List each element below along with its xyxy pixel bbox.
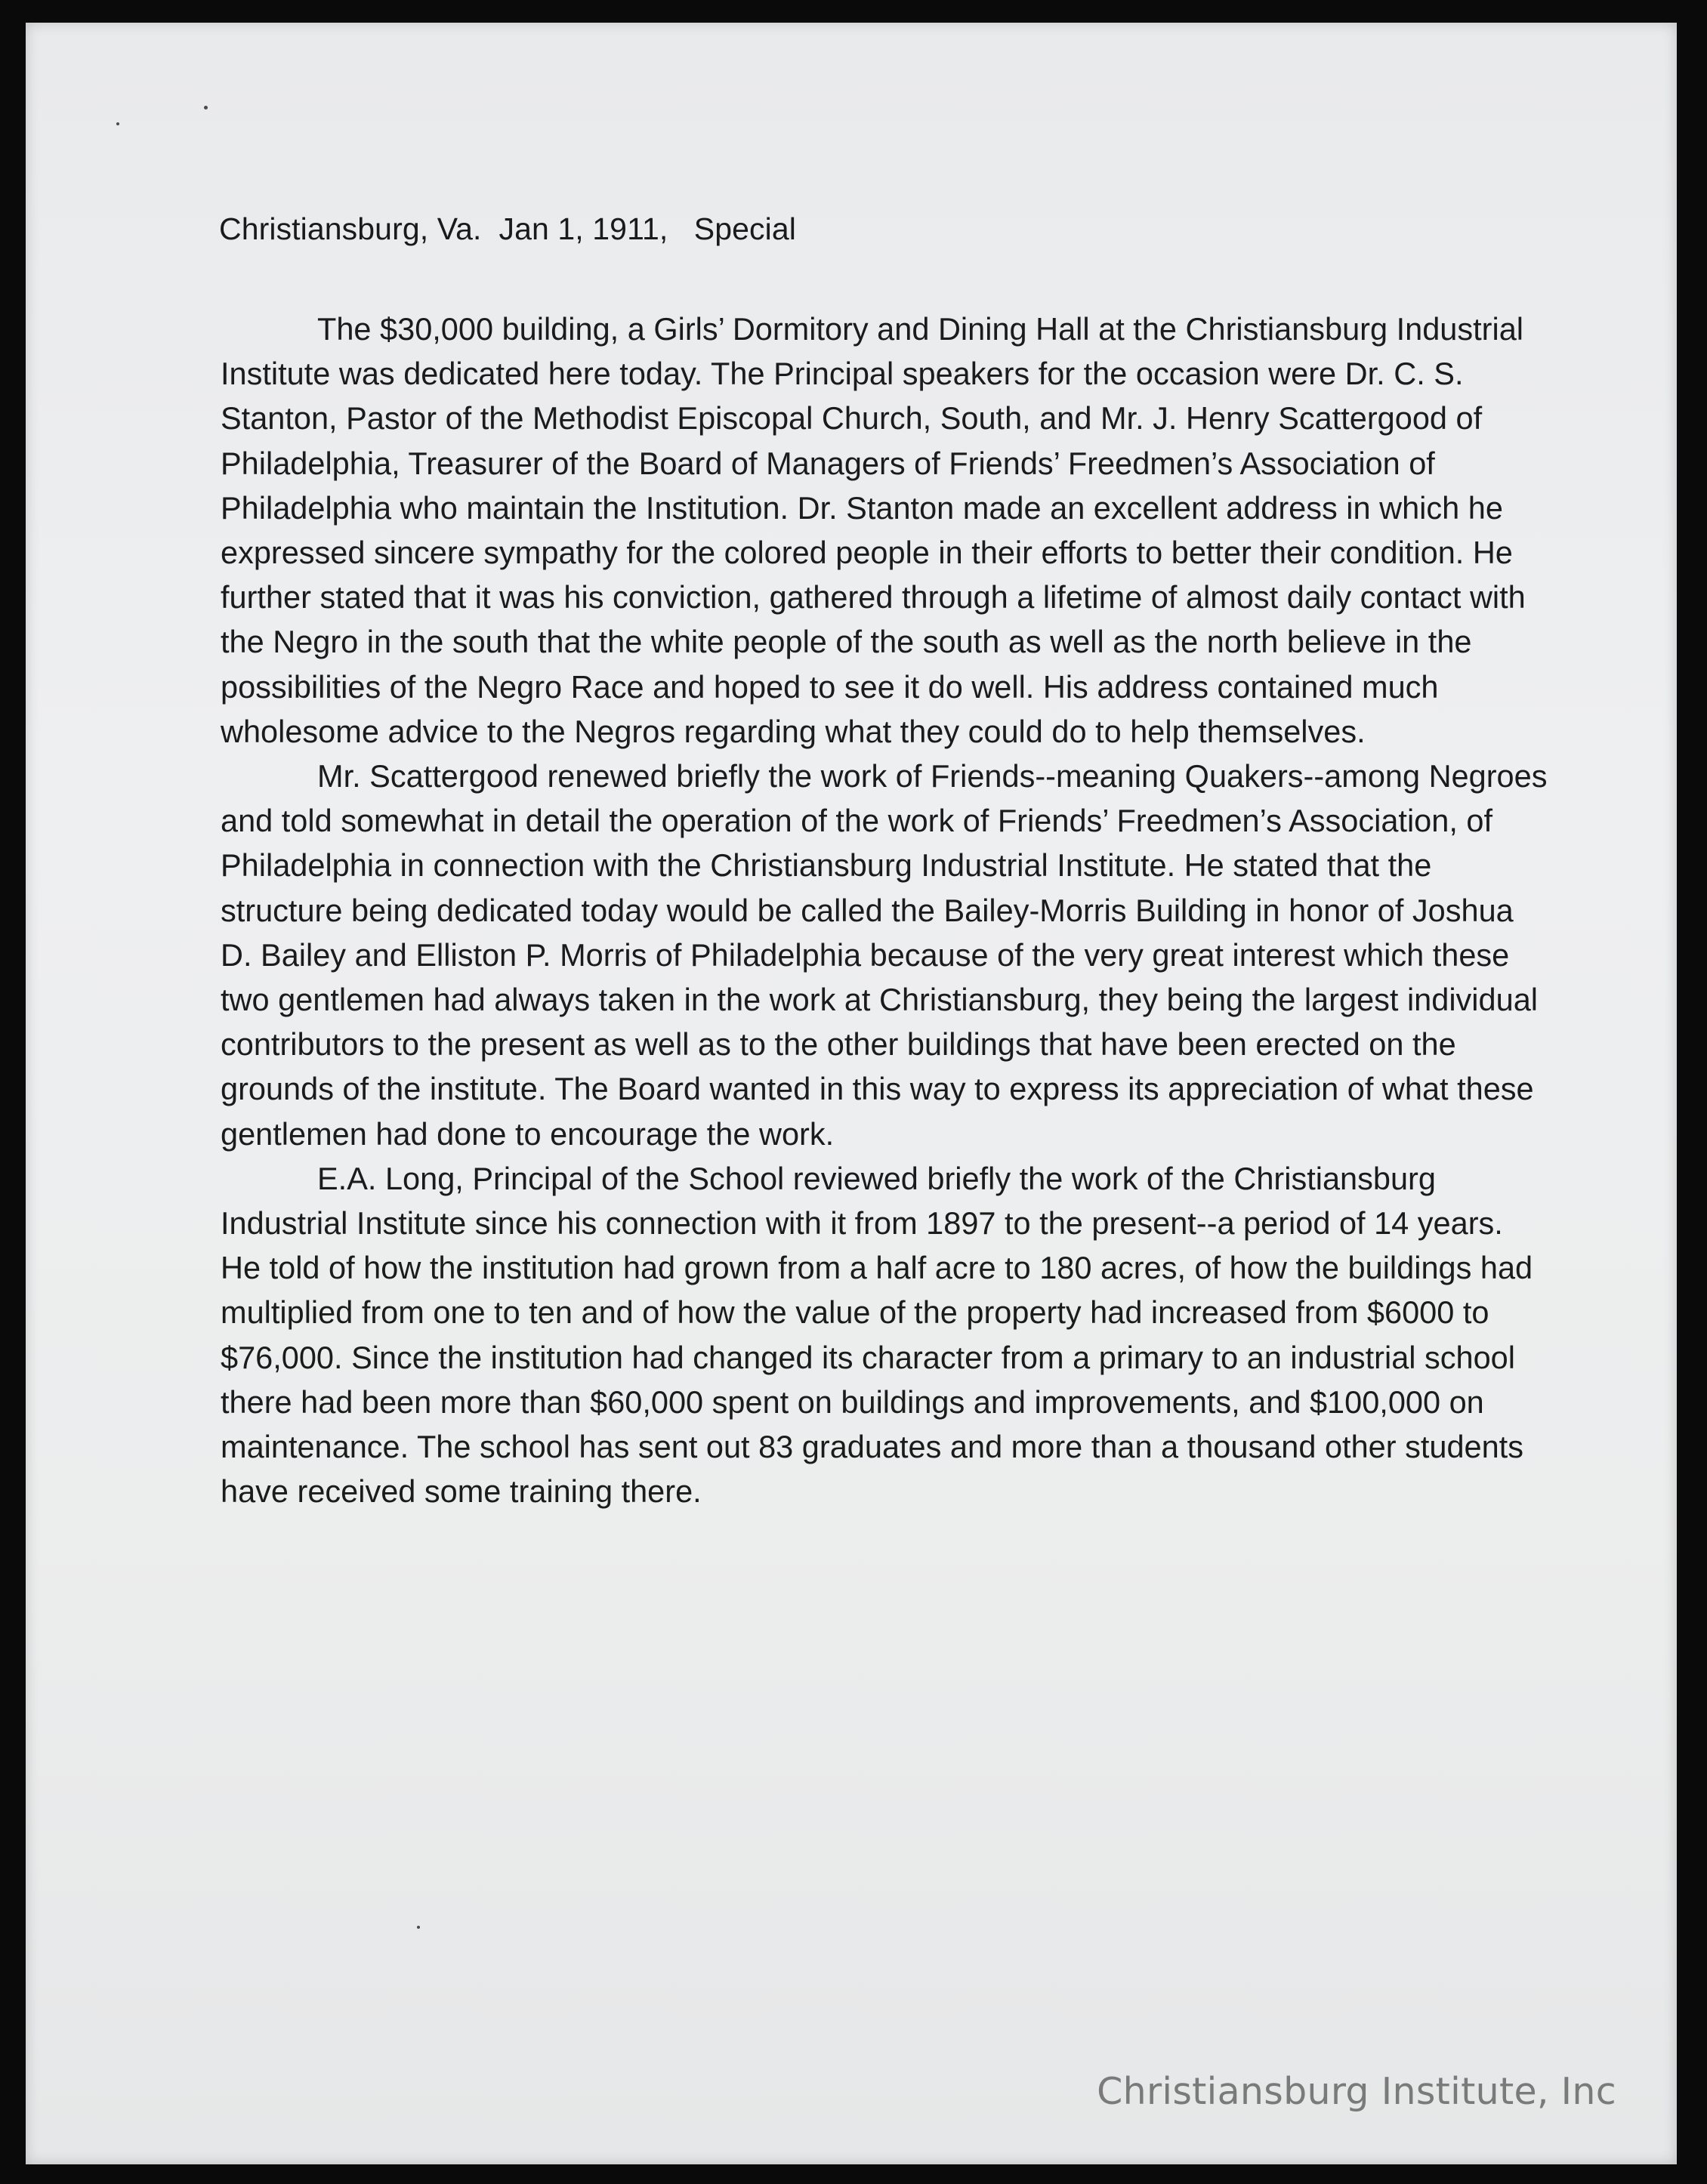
- paragraph-dedication: The $30,000 building, a Girls’ Dormitory and Dining Hall at the Christiansburg Industrial Institute was dedicated here today. The Principal speakers for the occasion were Dr. C. S. Stanton, Pastor of the Methodist Episcopal Church, South, and Mr. J. Henry Scattergood of Philadelphia, Treasurer of the Board of Managers of Friends’ Freedmen’s Association of Philadelphia who maintain the Institution. Dr. Stanton made an excellent address in which he expressed sincere sympathy for the colored people in their efforts to better their condition. He further stated that it was his conviction, gathered through a lifetime of almost daily contact with the Negro in the south that the white people of the south as well as the north believe in the possibilities of the Negro Race and hoped to see it do well. His address contained much wholesome advice to the Negros regarding what they could do to help themselves.: [221, 311, 1526, 749]
- paragraph-long: E.A. Long, Principal of the School reviewed briefly the work of the Christiansburg Industrial Institute since his connection with it from 1897 to the present--a period of 14 years. He told of how the institution had grown from a half acre to 180 acres, of how the buildings had multiplied from one to ten and of how the value of the property had increased from $6000 to $76,000. Since the institution had changed its character from a primary to an industrial school there had been more than $60,000 spent on buildings and improvements, and $100,000 on maintenance. The school has sent out 83 graduates and more than a thousand other students have received some training there.: [221, 1160, 1533, 1510]
- paper-speck: [116, 122, 119, 125]
- watermark: Christiansburg Institute, Inc: [1097, 2070, 1616, 2113]
- paper-speck: [204, 106, 208, 110]
- document-page: [26, 23, 1677, 2164]
- article-body: [221, 307, 1550, 1513]
- paragraph-scattergood: Mr. Scattergood renewed briefly the work of Friends--meaning Quakers--among Negroes and told somewhat in detail the operation of the work of Friends’ Freedmen’s Association, of Philadelphia in connection with the Christiansburg Industrial Institute. He stated that the structure being dedicated today would be called the Bailey-Morris Building in honor of Joshua D. Bailey and Elliston P. Morris of Philadelphia because of the very great interest which these two gentlemen had always taken in the work at Christiansburg, they being the largest individual contributors to the present as well as to the other buildings that have been erected on the grounds of the institute. The Board wanted in this way to express its appreciation of what these gentlemen had done to encourage the work.: [221, 758, 1548, 1152]
- dateline: Christiansburg, Va. Jan 1, 1911, Special: [219, 211, 796, 246]
- paper-speck: [417, 1926, 420, 1929]
